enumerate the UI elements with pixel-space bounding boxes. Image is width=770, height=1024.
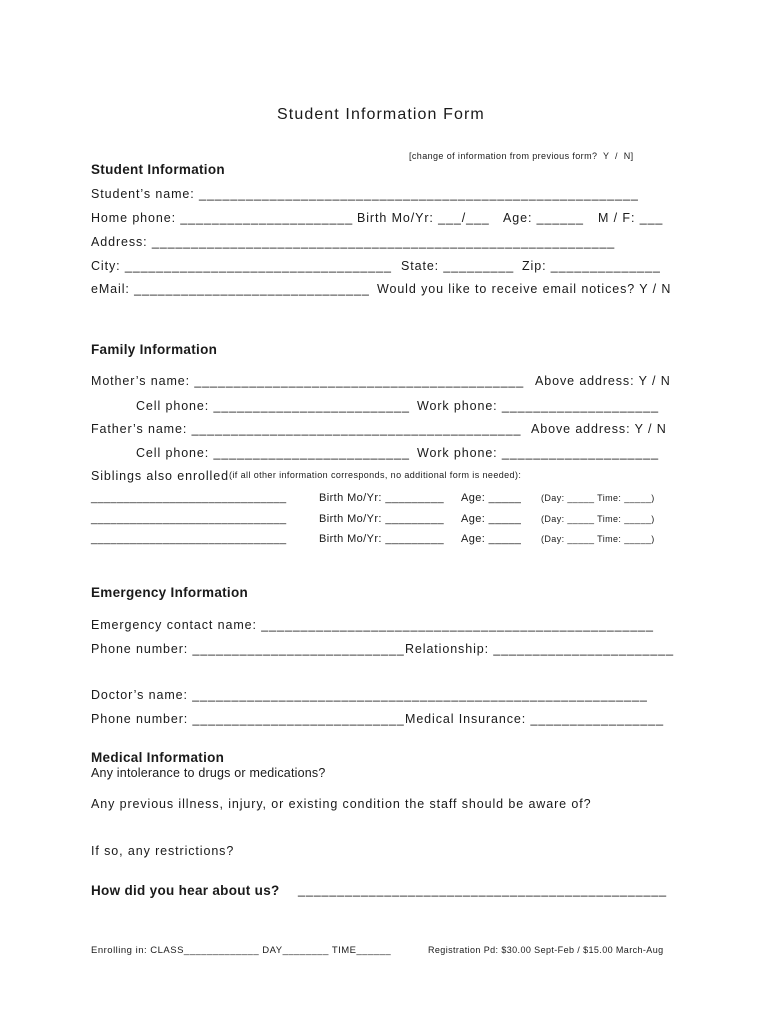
city-field[interactable]: City: __________________________________: [91, 259, 392, 273]
sibling-name-field[interactable]: ______________________________: [91, 513, 287, 525]
restrictions-question: If so, any restrictions?: [91, 844, 235, 858]
sibling-birth-field[interactable]: Birth Mo/Yr: _________: [319, 513, 444, 525]
hear-about-us-question: How did you hear about us?: [91, 883, 280, 898]
change-of-info-note: [change of information from previous form? Y / N]: [409, 151, 634, 161]
doctor-phone-field[interactable]: Phone number: ___________________________: [91, 712, 405, 726]
sibling-schedule-field[interactable]: (Day: _____ Time: _____): [541, 493, 655, 503]
medical-insurance-field[interactable]: Medical Insurance: _________________: [405, 712, 664, 726]
father-work-phone-field[interactable]: Work phone: ____________________: [417, 446, 659, 460]
page-title: Student Information Form: [277, 106, 485, 123]
sibling-birth-field[interactable]: Birth Mo/Yr: _________: [319, 492, 444, 504]
father-cell-phone-field[interactable]: Cell phone: _________________________: [136, 446, 410, 460]
medical-info-heading: Medical Information: [91, 750, 225, 765]
previous-illness-question: Any previous illness, injury, or existing condition the staff should be aware of?: [91, 797, 592, 811]
mother-name-field[interactable]: Mother’s name: __________________________________________: [91, 374, 525, 388]
age-field[interactable]: Age: ______: [503, 211, 584, 225]
registration-fee-note: Registration Pd: $30.00 Sept-Feb / $15.00 March-Aug: [428, 945, 664, 955]
sibling-age-field[interactable]: Age: _____: [461, 513, 522, 525]
siblings-note: (if all other information corresponds, no additional form is needed):: [229, 470, 522, 480]
sibling-name-field[interactable]: ______________________________: [91, 533, 287, 545]
family-info-heading: Family Information: [91, 342, 218, 357]
sex-field[interactable]: M / F: ___: [598, 211, 664, 225]
sibling-birth-field[interactable]: Birth Mo/Yr: _________: [319, 533, 444, 545]
address-field[interactable]: Address: ___________________________________________________________: [91, 235, 616, 249]
sibling-schedule-field[interactable]: (Day: _____ Time: _____): [541, 534, 655, 544]
sibling-age-field[interactable]: Age: _____: [461, 492, 522, 504]
state-field[interactable]: State: _________: [401, 259, 515, 273]
birth-field[interactable]: Birth Mo/Yr: ___/___: [357, 211, 490, 225]
father-above-address-option[interactable]: Above address: Y / N: [531, 422, 667, 436]
student-info-heading: Student Information: [91, 162, 225, 177]
drug-intolerance-question: Any intolerance to drugs or medications?: [91, 766, 326, 780]
sibling-name-field[interactable]: ______________________________: [91, 492, 287, 504]
home-phone-field[interactable]: Home phone: ______________________: [91, 211, 354, 225]
student-name-field[interactable]: Student’s name: ________________________________________________________: [91, 187, 639, 201]
mother-above-address-option[interactable]: Above address: Y / N: [535, 374, 671, 388]
mother-work-phone-field[interactable]: Work phone: ____________________: [417, 399, 659, 413]
enrolling-in-field[interactable]: Enrolling in: CLASS_____________ DAY________ TIME______: [91, 945, 392, 956]
sibling-age-field[interactable]: Age: _____: [461, 533, 522, 545]
emergency-phone-field[interactable]: Phone number: ___________________________: [91, 642, 405, 656]
doctor-name-field[interactable]: Doctor’s name: __________________________________________________________: [91, 688, 648, 702]
zip-field[interactable]: Zip: ______________: [522, 259, 661, 273]
emergency-info-heading: Emergency Information: [91, 585, 249, 600]
siblings-label: Siblings also enrolled: [91, 469, 229, 483]
sibling-schedule-field[interactable]: (Day: _____ Time: _____): [541, 514, 655, 524]
email-field[interactable]: eMail: ______________________________: [91, 282, 370, 296]
hear-about-us-field[interactable]: _______________________________________________: [298, 883, 668, 897]
relationship-field[interactable]: Relationship: _______________________: [405, 642, 674, 656]
father-name-field[interactable]: Father’s name: __________________________________________: [91, 422, 522, 436]
email-notice-option[interactable]: Would you like to receive email notices? Y / N: [377, 282, 672, 296]
emergency-contact-field[interactable]: Emergency contact name: __________________________________________________: [91, 618, 654, 632]
mother-cell-phone-field[interactable]: Cell phone: _________________________: [136, 399, 410, 413]
